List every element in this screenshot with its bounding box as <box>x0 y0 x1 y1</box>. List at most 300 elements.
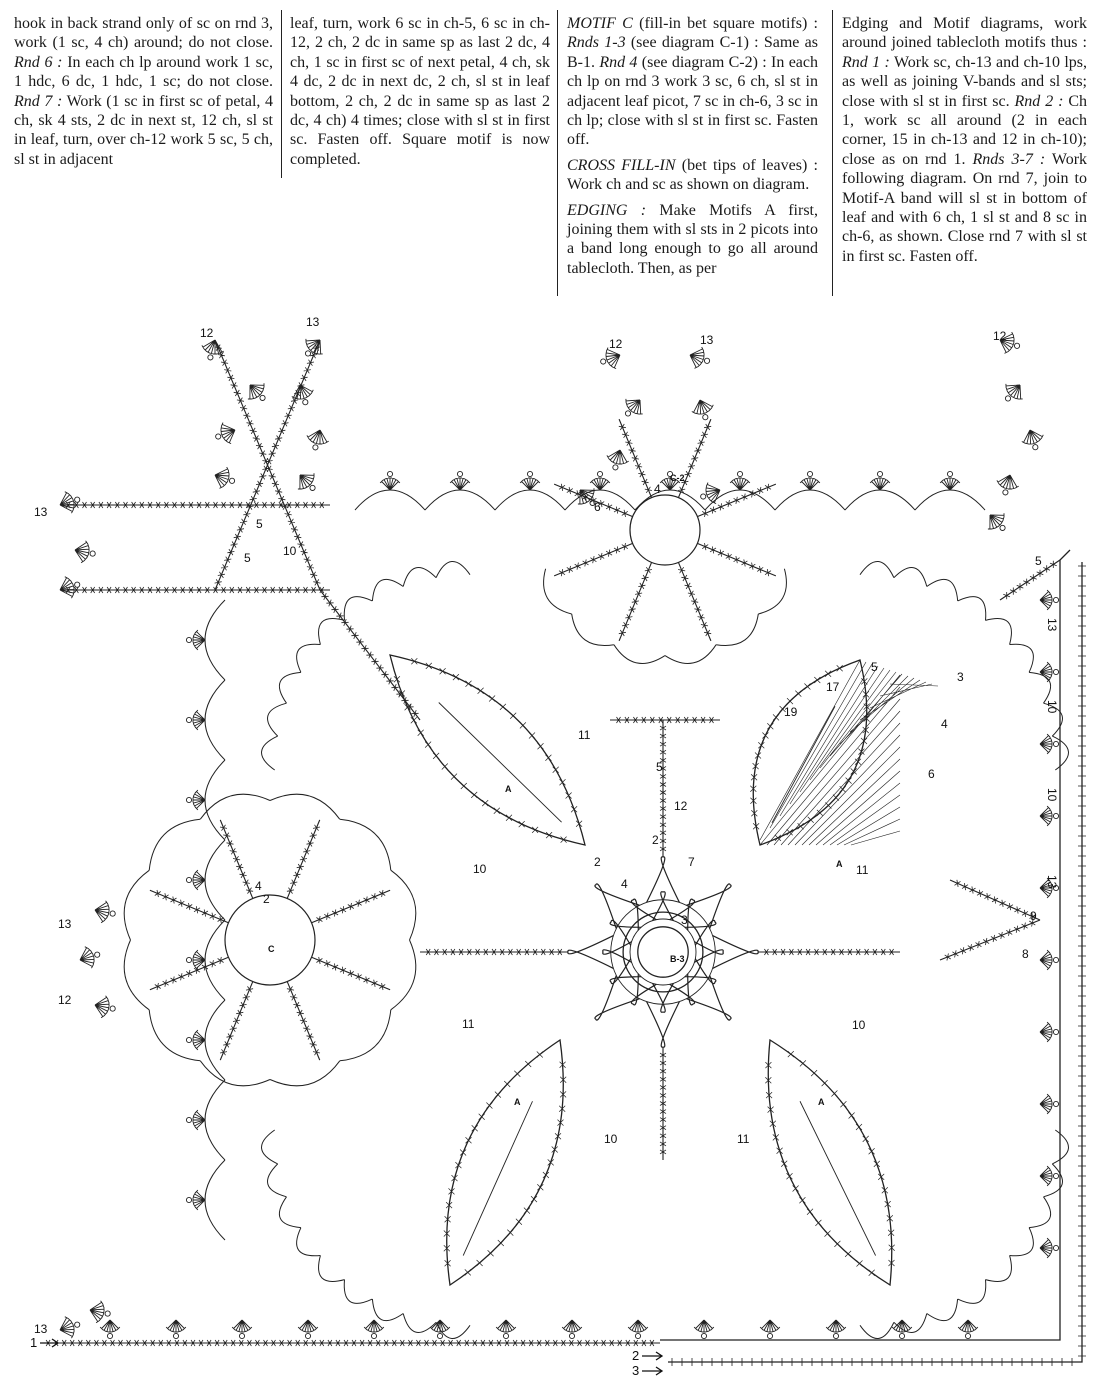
chain-loop <box>665 645 716 664</box>
motif-label-b3: B-3 <box>670 954 685 964</box>
shell-stitch <box>298 473 314 489</box>
row-arrow-icon <box>642 1367 662 1375</box>
chain-loop <box>860 1322 894 1338</box>
picot <box>1053 1245 1058 1250</box>
round-number: 10 <box>283 544 297 558</box>
rosette-petal <box>686 975 731 1020</box>
picot <box>105 1311 110 1316</box>
filet-mesh <box>760 660 938 845</box>
text: Edging and Motif diagrams, work around joined tablecloth motifs thus : <box>842 15 1087 52</box>
round-number: 4 <box>941 717 948 731</box>
rosette-petal <box>647 1002 680 1048</box>
shell-stitch <box>607 450 629 464</box>
text: (see diagram C-1) : Same as B-1. <box>567 34 819 71</box>
chain-loop <box>319 1256 345 1282</box>
chain-loop <box>262 1130 278 1164</box>
picot <box>899 1333 904 1338</box>
shell-stitch <box>100 1320 120 1332</box>
shell-stitch <box>1040 662 1052 682</box>
text: Work following diagram. On rnd 7, join to Motif-A band will sl st in bottom of leaf and with 6 ch, 1 sl st and 8 sc in ch-6, as shown. Close rnd 7 with sl st in first sc. Fasten off. <box>842 150 1088 265</box>
text: hook in back strand only of sc on rnd 3, work (1 sc, 4 ch) around; do not close. <box>14 15 273 52</box>
shell-stitch <box>1040 1166 1052 1186</box>
chain-loop <box>845 490 915 510</box>
picot <box>313 445 318 450</box>
chain-loop <box>915 490 985 510</box>
paragraph-cross-fill-in <box>567 156 818 195</box>
rnd1-heading: Rnd 1 : <box>842 53 890 71</box>
round-number: 3 <box>681 913 688 927</box>
picot <box>75 1322 80 1327</box>
chain-stitch <box>220 825 253 894</box>
text-column-4 <box>842 14 1087 270</box>
picot <box>75 582 80 587</box>
motif-label-a: A <box>505 784 512 794</box>
chain-loop <box>344 1280 372 1304</box>
motif-label-c2: C-2 <box>670 473 685 483</box>
row-arrow-icon <box>642 1352 662 1360</box>
picot <box>1053 597 1058 602</box>
chain-loop <box>124 870 149 940</box>
picot <box>186 1197 191 1202</box>
round-number: 17 <box>826 680 840 694</box>
picot <box>173 1333 178 1338</box>
edging-heading: EDGING : <box>567 201 647 219</box>
chain-loop <box>200 794 270 819</box>
shell-stitch <box>1022 430 1044 444</box>
chain-loop <box>372 1299 403 1321</box>
round-number: 12 <box>58 993 72 1007</box>
paragraph-motif-c <box>567 14 818 150</box>
rosette-petal <box>713 936 759 969</box>
shell-stitch <box>60 492 74 514</box>
chain-loop <box>495 490 565 510</box>
chain-loop <box>149 1010 200 1061</box>
picot <box>186 877 191 882</box>
round-number: 13 <box>1045 875 1059 889</box>
picot <box>457 471 462 476</box>
picot <box>310 485 315 490</box>
chain-loop <box>149 819 200 870</box>
shell-stitch <box>60 577 74 599</box>
shell-stitch <box>800 478 820 490</box>
rnds-heading: Rnds 1-3 <box>567 34 626 52</box>
round-number: 13 <box>34 1322 48 1336</box>
shell-stitch <box>1040 806 1052 826</box>
chain-loop <box>391 870 416 940</box>
cross-fill-in-heading: CROSS FILL-IN <box>567 156 676 174</box>
chain-loop <box>986 1256 1012 1282</box>
rosette-inner-petal <box>694 942 723 963</box>
shell-stitch <box>193 790 205 810</box>
shell-stitch <box>193 870 205 890</box>
text: Make Motifs A first, joining them with sl sts in 2 picots into a band long enough to go all around tablecloth. Then, as per <box>567 201 818 277</box>
rosette-ring <box>630 919 696 985</box>
round-number: 10 <box>1045 788 1059 802</box>
shell-stitch <box>1040 1238 1052 1258</box>
picot <box>110 1006 115 1011</box>
shell-stitch <box>75 541 89 563</box>
chain-loop <box>279 672 301 703</box>
chain-loop <box>425 490 495 510</box>
round-number: 7 <box>688 855 695 869</box>
text: (see diagram C-2) : In each ch lp on rnd 3 work 3 sc, 6 ch, sl st in adjacent leaf picot, 7 sc in ch-6, 3 sc in ch lp; close with sl st in first sc. Fasten off. <box>567 53 818 149</box>
shell-stitch <box>562 1320 582 1332</box>
round-number: 4 <box>621 877 628 891</box>
chain-loop <box>572 614 614 645</box>
shell-stitch <box>248 383 264 399</box>
rnd2-heading: Rnd 2 : <box>1014 92 1064 110</box>
border-stitches <box>672 566 1086 1366</box>
chain-loop <box>927 1299 958 1321</box>
chain-loop <box>340 1010 391 1061</box>
chain-loop <box>355 490 425 510</box>
shell-stitch <box>1040 590 1052 610</box>
row-arrow-icon <box>40 1339 58 1347</box>
chain-loop <box>270 1061 340 1086</box>
round-number: 12 <box>993 329 1007 343</box>
shell-stitch <box>870 478 890 490</box>
shell-stitch <box>80 947 94 969</box>
picot <box>569 1333 574 1338</box>
rosette-inner-petal <box>603 942 632 963</box>
round-number: 6 <box>594 500 601 514</box>
rosette-center <box>623 912 703 992</box>
chain-loop <box>205 840 225 920</box>
picot <box>229 478 234 483</box>
shell-stitch <box>520 478 540 490</box>
round-number: 13 <box>700 333 714 347</box>
border-line <box>660 550 1070 1340</box>
chain-loop <box>716 614 758 645</box>
rosette-ring <box>611 900 716 1005</box>
shell-stitch <box>1040 1094 1052 1114</box>
leaf-vein <box>439 703 562 823</box>
chain-loop <box>205 680 225 760</box>
shell-stitch <box>1006 384 1023 399</box>
paragraph-edging-rounds <box>842 14 1087 266</box>
round-number: 4 <box>255 879 262 893</box>
text-column-1 <box>14 14 273 173</box>
chain-loop <box>268 1164 287 1197</box>
shell-stitch <box>988 513 1004 529</box>
rosette-petal <box>686 884 731 929</box>
shell-stitch <box>690 347 704 368</box>
row-marker: 1 <box>30 1335 38 1350</box>
picot <box>1053 1173 1058 1178</box>
shell-stitch <box>997 475 1019 489</box>
picot <box>437 1333 442 1338</box>
picot <box>90 551 95 556</box>
shell-stitch <box>60 1317 74 1339</box>
shell-stitch <box>1040 950 1052 970</box>
rnd7-heading: Rnd 7 : <box>14 92 63 110</box>
rosette-petal <box>647 857 680 903</box>
chain-stitch <box>316 957 385 990</box>
paragraph-edging <box>567 201 818 279</box>
picot <box>701 1333 706 1338</box>
text: Ch 1, work sc all around (2 in each corner, 15 in ch-13 and 12 in ch-10); close as on rnd 1. <box>842 92 1087 168</box>
round-number: 11 <box>856 863 869 877</box>
picot <box>1053 1101 1058 1106</box>
chain-loop <box>860 562 894 578</box>
chain-loop <box>205 1080 225 1160</box>
chain-loop <box>958 597 986 621</box>
shell-stitch <box>193 950 205 970</box>
picot <box>601 359 606 364</box>
chain-loop <box>927 579 958 601</box>
shell-stitch <box>193 1110 205 1130</box>
chain-stitch <box>287 986 320 1055</box>
round-number: 5 <box>656 760 663 774</box>
chain-loop <box>1010 644 1034 672</box>
chain-loop <box>436 562 470 578</box>
chain-loop <box>297 1228 321 1256</box>
chain-loop <box>344 597 372 621</box>
picot <box>371 1333 376 1338</box>
column-divider <box>557 10 558 296</box>
round-number: 13 <box>34 505 48 519</box>
picot <box>527 471 532 476</box>
shell-stitch <box>193 710 205 730</box>
chain-loop <box>614 645 665 664</box>
chain-loop <box>544 569 572 614</box>
round-number: 10 <box>852 1018 866 1032</box>
chain-loop <box>124 940 149 1010</box>
row-marker: 2 <box>632 1348 640 1363</box>
round-number: 3 <box>957 670 964 684</box>
shell-stitch <box>95 996 109 1018</box>
chain-stitch <box>678 567 711 636</box>
shell-stitch <box>364 1320 384 1332</box>
picot <box>186 1117 191 1122</box>
chain-loop <box>200 1061 270 1086</box>
picot <box>1000 525 1005 530</box>
round-number: 2 <box>263 892 270 906</box>
picot <box>701 494 706 499</box>
picot <box>703 415 708 420</box>
crochet-diagram <box>0 300 1115 1388</box>
motif-label-a: A <box>836 859 843 869</box>
round-number: 13 <box>1045 618 1059 632</box>
text-column-3 <box>567 14 818 282</box>
chain-loop <box>340 819 391 870</box>
chain-loop <box>635 490 705 510</box>
text: Work sc, ch-13 and ch-10 lps, as well as joining V-bands and sl sts; close with sl st in first sc. <box>842 53 1087 110</box>
chain-loop <box>372 579 403 601</box>
chain-loop <box>391 940 416 1010</box>
chain-stitch <box>316 890 385 923</box>
shell-stitch <box>496 1320 516 1332</box>
picot <box>613 465 618 470</box>
shell-stitch <box>298 1320 318 1332</box>
picot <box>947 471 952 476</box>
shell-stitch <box>958 1320 978 1332</box>
column-divider <box>281 10 282 178</box>
shell-stitch <box>626 399 643 414</box>
picot <box>186 797 191 802</box>
shell-stitch <box>380 478 400 490</box>
leaf-vein <box>463 1101 532 1255</box>
round-number: 5 <box>244 551 251 565</box>
shell-stitch <box>706 483 720 504</box>
picot <box>186 717 191 722</box>
round-number: 10 <box>473 862 487 876</box>
round-number: 6 <box>928 767 935 781</box>
picot <box>186 1037 191 1042</box>
leaf-vein <box>800 1101 876 1255</box>
picot <box>216 434 221 439</box>
shell-stitch <box>193 1190 205 1210</box>
chain-loop <box>262 736 278 770</box>
chain-loop <box>986 619 1012 645</box>
picot <box>1003 490 1008 495</box>
shell-stitch <box>826 1320 846 1332</box>
shell-stitch <box>892 1320 912 1332</box>
round-number: 8 <box>1022 947 1029 961</box>
chain-stitch <box>220 986 253 1055</box>
paragraph-rnd5-7 <box>14 14 273 169</box>
rosette-inner-petal <box>653 983 674 1012</box>
shell-stitch <box>1040 1022 1052 1042</box>
chain-loop <box>205 760 225 840</box>
shell-stitch <box>694 1320 714 1332</box>
round-number: 2 <box>594 855 601 869</box>
picot <box>877 471 882 476</box>
motif-c-heading: MOTIF C <box>567 15 633 32</box>
shell-stitch <box>692 400 714 414</box>
round-number: 10 <box>1045 700 1059 714</box>
round-number: 4 <box>654 482 661 496</box>
rnd4-heading: Rnd 4 <box>599 53 638 71</box>
picot <box>1033 445 1038 450</box>
picot <box>1053 957 1058 962</box>
motif-label-c: C <box>268 944 275 954</box>
chain-stitch <box>955 880 1036 920</box>
picot <box>1053 741 1058 746</box>
text: In each ch lp around work 1 sc, 1 hdc, 6 dc, 1 hdc, 1 sc; do not close. <box>14 53 273 91</box>
shell-stitch <box>95 901 109 923</box>
shell-stitch <box>940 478 960 490</box>
picot <box>737 471 742 476</box>
picot <box>503 1333 508 1338</box>
motif-label-a: A <box>818 1097 825 1107</box>
picot <box>597 471 602 476</box>
leaf-vein <box>772 706 835 823</box>
round-number: 5 <box>1035 554 1042 568</box>
rosette-inner-petal <box>653 892 674 921</box>
round-number: 10 <box>604 1132 618 1146</box>
picot <box>75 497 80 502</box>
chain-loop <box>279 1197 301 1228</box>
round-number: 12 <box>609 337 623 351</box>
text: (bet tips of leaves) : Work ch and sc as shown on diagram. <box>567 156 818 194</box>
text-column-2 <box>290 14 550 173</box>
shell-stitch <box>90 1301 104 1323</box>
shell-stitch <box>221 423 235 444</box>
row-marker: 3 <box>632 1363 640 1378</box>
border-line <box>668 562 1082 1362</box>
picot <box>110 911 115 916</box>
chain-loop <box>319 619 345 645</box>
picot <box>303 400 308 405</box>
shell-stitch <box>215 467 229 488</box>
chain-loop <box>270 794 340 819</box>
rosette-center <box>638 927 688 977</box>
round-numbers <box>34 315 1059 1336</box>
round-number: 11 <box>737 1132 750 1146</box>
chain-loop <box>1029 672 1051 703</box>
round-number: 2 <box>652 833 659 847</box>
picot <box>1014 343 1019 348</box>
chain-loop <box>268 703 287 736</box>
chain-loop <box>205 1000 225 1080</box>
chain-stitch <box>559 543 628 576</box>
chain-loop <box>403 1314 436 1333</box>
rosette-petal <box>595 975 640 1020</box>
rnds3-7-heading: Rnds 3-7 : <box>972 150 1046 168</box>
picot <box>95 952 100 957</box>
column-divider <box>832 10 833 296</box>
chain-stitch <box>619 567 652 636</box>
picot <box>186 637 191 642</box>
wheel-center <box>225 895 315 985</box>
chain-loop <box>775 490 845 510</box>
picot <box>965 1333 970 1338</box>
shell-stitch <box>1040 734 1052 754</box>
shell-stitch <box>450 478 470 490</box>
picot <box>387 471 392 476</box>
picot <box>807 471 812 476</box>
chain-loop <box>1029 1197 1051 1228</box>
picot <box>833 1333 838 1338</box>
picot <box>635 1333 640 1338</box>
chain-loop <box>958 1280 986 1304</box>
round-number: 13 <box>306 315 320 329</box>
shell-stitch <box>306 339 323 354</box>
shell-stitch <box>193 630 205 650</box>
chain-loop <box>1010 1228 1034 1256</box>
rosette-petal <box>595 884 640 929</box>
motif-label-a: A <box>514 1097 521 1107</box>
shell-stitch <box>730 478 750 490</box>
shell-stitch <box>760 1320 780 1332</box>
chain-loop <box>297 644 321 672</box>
picot <box>1005 396 1010 401</box>
round-number: 5 <box>256 517 263 531</box>
chain-loop <box>205 1160 225 1240</box>
row-markers <box>30 1335 662 1378</box>
shell-stitch <box>430 1320 450 1332</box>
shell-stitch <box>292 385 314 399</box>
round-number: 13 <box>58 917 72 931</box>
round-number: 5 <box>871 660 878 674</box>
chain-loop <box>205 600 225 680</box>
diagram-artwork <box>40 332 1086 1366</box>
chain-loop <box>894 568 927 587</box>
round-number: 11 <box>578 728 591 742</box>
shell-stitch <box>628 1320 648 1332</box>
picot <box>107 1333 112 1338</box>
picot <box>767 1333 772 1338</box>
chain-stitch <box>287 825 320 894</box>
picot <box>305 351 310 356</box>
text: (fill-in bet square motifs) : <box>632 15 818 32</box>
round-number: 9 <box>1030 909 1037 923</box>
paragraph-leaf: leaf, turn, work 6 sc in ch-5, 6 sc in ch-12, 2 ch, 2 dc in same sp as last 2 dc, 4 ch, 1 sc in first sc of next petal, 4 ch, sk 4 dc, 2 dc in next dc, 2 ch, sl st in leaf bottom, 2 ch, 2 dc in same sp as last 2 dc, 4 ch) 4 times; close with sl st in first sc. Fasten off. Square motif is now completed. <box>290 15 550 168</box>
shell-stitch <box>166 1320 186 1332</box>
picot <box>1053 813 1058 818</box>
shell-stitch <box>590 478 610 490</box>
